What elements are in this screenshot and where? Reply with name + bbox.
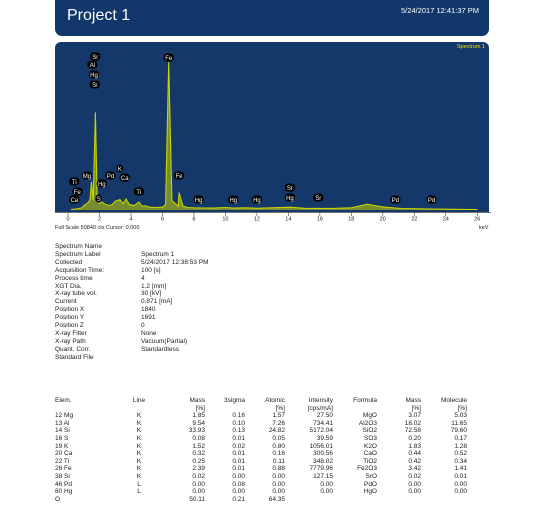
- table-cell: 0.02: [192, 472, 205, 480]
- table-row: [55, 427, 467, 435]
- peak-label: Ca: [120, 176, 129, 182]
- param-row: [55, 298, 209, 306]
- table-cell: [cps/mA]: [307, 404, 333, 412]
- table-cell: 24.82: [268, 427, 285, 435]
- table-row: [55, 450, 467, 458]
- table-cell: 0.34: [454, 457, 467, 465]
- table-cell: 348.02: [313, 457, 333, 465]
- table-cell: CaO: [363, 450, 377, 458]
- param-key: X-ray Filter: [55, 329, 87, 337]
- table-cell: 0.16: [232, 412, 245, 420]
- table-row: [55, 496, 467, 504]
- param-value: 1840: [141, 306, 156, 314]
- table-cell: 300.56: [313, 450, 333, 458]
- table-cell: 0.42: [408, 457, 421, 465]
- param-row: [55, 267, 209, 275]
- table-cell: 0.01: [232, 450, 245, 458]
- table-cell: 26 Fe: [55, 465, 72, 473]
- table-cell: 0.20: [408, 434, 421, 442]
- table-cell: 1.83: [408, 442, 421, 450]
- table-cell: SrO: [365, 472, 377, 480]
- peak-label: Si: [92, 83, 98, 89]
- param-value: 0.871 [mA]: [141, 298, 173, 306]
- peak-label: Fe: [165, 56, 173, 62]
- param-key: Current: [55, 298, 77, 306]
- table-cell: PdO: [363, 480, 377, 488]
- table-cell: 14 Si: [55, 427, 70, 435]
- report-header: [55, 0, 489, 36]
- table-cell: 46 Pd: [55, 480, 72, 488]
- table-cell: MgO: [362, 412, 377, 420]
- peak-label: Pd: [391, 198, 400, 204]
- param-row: [55, 275, 209, 283]
- table-cell: SiO2: [362, 427, 377, 435]
- table-cell: 80 Hg: [55, 488, 73, 496]
- param-row: [55, 338, 209, 346]
- table-cell: 18.02: [404, 419, 421, 427]
- table-cell: 16 S: [55, 434, 69, 442]
- peak-label: Hg: [97, 182, 106, 188]
- peak-label: Ti: [136, 190, 142, 196]
- param-value: 30 [kV]: [141, 290, 162, 298]
- table-cell: 1.85: [192, 412, 205, 420]
- peak-label: S: [96, 197, 101, 203]
- table-cell: Mass: [189, 397, 205, 404]
- table-cell: K: [136, 450, 142, 458]
- table-cell: 1.57: [272, 412, 285, 420]
- table-cell: 1.28: [454, 442, 467, 450]
- param-key: Position Y: [55, 314, 85, 322]
- table-cell: Mass: [405, 397, 421, 404]
- table-cell: 0.00: [272, 488, 285, 496]
- table-cell: [421, 496, 467, 504]
- table-cell: 27.50: [316, 412, 333, 420]
- table-cell: 0.01: [232, 465, 245, 473]
- x-tick-label: 0: [66, 216, 70, 223]
- table-cell: 7.26: [272, 419, 285, 427]
- table-cell: K: [136, 427, 142, 435]
- table-cell: 13 Al: [55, 419, 70, 427]
- page-title: Project 1: [67, 7, 131, 24]
- report-datetime: 5/24/2017 12:41:37 PM: [401, 6, 479, 15]
- param-key: Acquisition Time:: [55, 266, 105, 274]
- param-key: Position X: [55, 306, 85, 314]
- table-cell: [377, 496, 421, 504]
- param-value: 0: [141, 322, 145, 330]
- param-row: [55, 251, 209, 259]
- table-cell: 0.00: [408, 488, 421, 496]
- param-row: [55, 322, 209, 330]
- param-row: [55, 283, 209, 291]
- table-cell: [%]: [195, 404, 205, 412]
- table-cell: 20 Ca: [55, 450, 73, 458]
- table-cell: 38 Sr: [55, 472, 71, 480]
- x-tick-label: 6: [160, 216, 164, 223]
- table-cell: 0.10: [232, 419, 245, 427]
- table-cell: 0.00: [192, 488, 205, 496]
- table-unit-row: [55, 405, 467, 413]
- table-cell: 0.05: [272, 434, 285, 442]
- table-cell: [333, 405, 377, 413]
- param-value: 4: [141, 274, 145, 282]
- table-cell: L: [137, 480, 141, 488]
- table-cell: 0.02: [408, 472, 421, 480]
- x-tick-label: 16: [316, 216, 323, 223]
- table-cell: Al2O3: [358, 419, 377, 427]
- table-cell: [115, 496, 163, 504]
- table-cell: [55, 405, 115, 413]
- peak-label: Mg: [82, 174, 92, 180]
- table-cell: L: [137, 488, 141, 496]
- param-row: [55, 354, 209, 362]
- peak-label: Ca: [70, 198, 79, 204]
- table-cell: K: [136, 465, 142, 473]
- x-tick-label: 4: [129, 216, 133, 223]
- table-cell: [%]: [411, 404, 421, 412]
- peak-label: Ti: [71, 180, 77, 186]
- param-key: Collected: [55, 258, 83, 266]
- table-cell: K: [136, 442, 142, 450]
- table-row: [55, 465, 467, 473]
- table-cell: 0.00: [272, 472, 285, 480]
- param-value: 1.2 [mm]: [141, 282, 167, 290]
- table-cell: K: [136, 412, 142, 420]
- spectrum-plot: [55, 42, 489, 212]
- table-cell: 12 Mg: [55, 412, 74, 420]
- table-cell: 50.11: [189, 495, 205, 503]
- table-cell: 0.13: [232, 427, 245, 435]
- table-cell: 0.00: [320, 480, 333, 488]
- param-row: [55, 243, 209, 251]
- spectrum-area: [71, 62, 477, 210]
- table-cell: [333, 496, 377, 504]
- peak-label: Hg: [229, 198, 238, 204]
- param-row: [55, 259, 209, 267]
- peak-label: Hg: [194, 198, 203, 204]
- x-tick-label: 2: [97, 216, 102, 223]
- quant-results-table: [55, 397, 467, 503]
- table-header-row: [55, 397, 467, 405]
- table-cell: 5172.04: [309, 427, 333, 435]
- table-cell: Formula: [353, 397, 377, 404]
- table-cell: Intensity: [308, 397, 333, 404]
- full-scale-readout: Full Scale 50840 cts Cursor: 0.000: [55, 225, 140, 231]
- table-cell: 1056.01: [309, 442, 333, 450]
- table-cell: 0.25: [192, 457, 205, 465]
- peak-label: K: [117, 167, 122, 173]
- table-cell: 0.00: [454, 488, 467, 496]
- table-cell: K: [136, 457, 142, 465]
- spectrum-chart[interactable]: [55, 42, 489, 212]
- param-value: Vacuum(Partial): [141, 337, 188, 345]
- table-cell: Line: [132, 397, 146, 404]
- table-cell: 9.54: [192, 419, 205, 427]
- peak-label: Fe: [73, 190, 81, 196]
- peak-label: Hg: [253, 198, 261, 204]
- table-cell: 79.60: [450, 427, 467, 435]
- table-cell: 11.65: [451, 419, 467, 427]
- acquisition-parameters: [55, 243, 209, 362]
- table-cell: K2O: [363, 442, 377, 450]
- table-cell: 64.35: [268, 495, 285, 503]
- table-cell: [205, 405, 245, 413]
- table-cell: 0.44: [408, 450, 421, 458]
- table-cell: 0.00: [408, 480, 421, 488]
- table-cell: [285, 496, 333, 504]
- table-cell: 19 K: [55, 442, 69, 450]
- table-cell: 0.52: [454, 450, 467, 458]
- param-row: [55, 346, 209, 354]
- peak-label: Sr: [92, 55, 99, 61]
- param-value: None: [141, 329, 157, 337]
- table-cell: K: [136, 419, 142, 427]
- table-cell: 0.00: [192, 480, 205, 488]
- table-cell: K: [136, 434, 142, 442]
- table-cell: 3sigma: [224, 397, 245, 404]
- param-row: [55, 290, 209, 298]
- table-cell: 33.93: [188, 427, 205, 435]
- table-cell: 0.08: [192, 434, 205, 442]
- x-tick-label: 18: [348, 216, 355, 223]
- table-cell: 734.41: [313, 419, 333, 427]
- peak-label: Sr: [286, 186, 293, 192]
- param-key: Position Z: [55, 322, 84, 330]
- table-cell: 2.39: [192, 465, 205, 473]
- table-row: [55, 473, 467, 481]
- param-key: Process time: [55, 274, 93, 282]
- table-cell: 0.00: [232, 488, 245, 496]
- x-tick-label: 24: [442, 216, 449, 223]
- table-cell: 72.58: [404, 427, 421, 435]
- table-cell: [115, 405, 163, 413]
- table-row: [55, 458, 467, 466]
- table-cell: 0.21: [232, 495, 245, 503]
- param-key: Spectrum Name: [55, 243, 102, 250]
- table-cell: 0.80: [272, 442, 285, 450]
- table-cell: 0.00: [272, 480, 285, 488]
- table-cell: 1.41: [454, 465, 467, 473]
- param-row: [55, 306, 209, 314]
- table-cell: SO3: [363, 434, 377, 442]
- table-cell: 3.07: [408, 412, 421, 420]
- table-cell: 0.88: [272, 465, 285, 473]
- table-cell: 22 Ti: [55, 457, 70, 465]
- table-cell: 7779.96: [309, 465, 333, 473]
- peak-label: Al: [89, 63, 96, 69]
- param-key: XGT Dia.: [55, 282, 82, 290]
- table-row: [55, 481, 467, 489]
- param-key: Standard File: [55, 353, 94, 361]
- table-cell: 0.11: [272, 457, 285, 465]
- param-row: [55, 330, 209, 338]
- x-tick-label: 20: [379, 216, 386, 223]
- table-cell: 0.01: [232, 457, 245, 465]
- table-row: [55, 443, 467, 451]
- table-cell: 0.01: [232, 434, 245, 442]
- table-row: [55, 412, 467, 420]
- param-value: Standardless: [141, 345, 179, 353]
- table-cell: [%]: [457, 404, 467, 412]
- x-tick-label: 8: [192, 216, 196, 223]
- x-tick-label: 10: [222, 216, 229, 223]
- param-value: 1691: [141, 314, 156, 322]
- spectrum-trace: [71, 62, 477, 209]
- peak-label: Hg: [90, 73, 98, 79]
- table-cell: 0.02: [232, 442, 245, 450]
- x-tick-label: 22: [411, 216, 418, 223]
- x-axis-unit: keV: [479, 225, 489, 231]
- table-cell: 5.03: [454, 412, 467, 420]
- x-tick-label: 26: [474, 216, 481, 223]
- peak-label: Hg: [286, 196, 294, 202]
- table-cell: 0.32: [192, 450, 205, 458]
- table-cell: 39.59: [316, 434, 333, 442]
- param-value: 5/24/2017 12:38:53 PM: [141, 258, 209, 266]
- param-key: X-ray Path: [55, 337, 86, 345]
- param-row: [55, 314, 209, 322]
- table-cell: TiO2: [363, 457, 377, 465]
- table-cell: 0.08: [232, 480, 245, 488]
- table-row: [55, 420, 467, 428]
- peak-label: Pd: [106, 174, 115, 180]
- peak-label: Fe: [175, 174, 183, 180]
- spectrum-name-label: Spectrum 1: [456, 44, 485, 50]
- table-row: [55, 435, 467, 443]
- table-cell: 0.01: [454, 472, 467, 480]
- table-cell: O: [55, 495, 61, 503]
- table-cell: Atomic: [265, 397, 285, 404]
- table-cell: [%]: [275, 404, 285, 412]
- param-value: 100 [s]: [141, 266, 161, 274]
- peak-label: Pd: [427, 198, 436, 204]
- table-cell: 0.00: [320, 488, 333, 496]
- table-cell: K: [136, 472, 142, 480]
- peak-label: Sr: [315, 196, 322, 202]
- param-key: Quant. Corr.: [55, 345, 91, 353]
- param-key: X-ray tube vol.: [55, 290, 97, 298]
- table-cell: 1.52: [192, 442, 205, 450]
- table-cell: Elem.: [55, 397, 72, 404]
- table-cell: Fe2O3: [357, 465, 377, 473]
- table-cell: 127.15: [313, 472, 333, 480]
- x-tick-label: 14: [285, 216, 292, 223]
- param-key: Spectrum Label: [55, 250, 101, 258]
- table-cell: HgO: [363, 488, 377, 496]
- table-cell: 0.00: [232, 472, 245, 480]
- x-tick-label: 12: [253, 216, 260, 223]
- table-row: [55, 488, 467, 496]
- table-cell: 0.16: [272, 450, 285, 458]
- table-cell: 0.17: [454, 434, 467, 442]
- table-cell: 0.00: [454, 480, 467, 488]
- param-value: Spectrum 1: [141, 250, 175, 258]
- table-cell: 3.42: [408, 465, 421, 473]
- table-cell: Molecule: [440, 397, 467, 404]
